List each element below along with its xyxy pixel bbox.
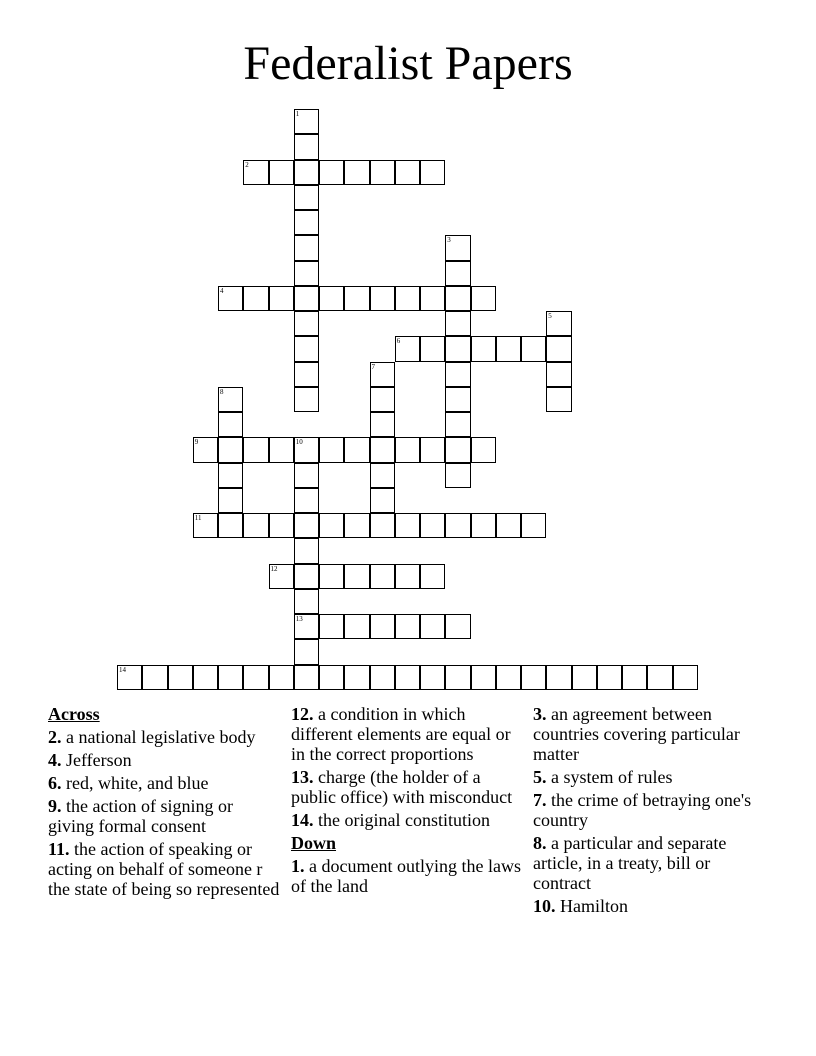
grid-cell[interactable] <box>218 286 243 311</box>
grid-cell[interactable] <box>395 336 420 361</box>
clue-column-3 <box>533 704 765 919</box>
grid-cell[interactable] <box>370 412 395 437</box>
grid-cell[interactable] <box>370 513 395 538</box>
grid-cell[interactable] <box>294 564 319 589</box>
down-clue-3 <box>533 704 765 764</box>
grid-cell[interactable] <box>445 513 470 538</box>
across-heading: Across <box>48 704 100 724</box>
clue-number: 8. <box>533 833 547 853</box>
grid-cell[interactable] <box>521 665 546 690</box>
grid-cell[interactable] <box>243 437 268 462</box>
grid-cell[interactable] <box>597 665 622 690</box>
clue-column-2 <box>291 704 523 899</box>
grid-cell[interactable] <box>521 336 546 361</box>
clue-number: 12. <box>291 704 314 724</box>
grid-cell[interactable] <box>496 665 521 690</box>
grid-cell[interactable] <box>319 286 344 311</box>
grid-cell[interactable] <box>344 513 369 538</box>
grid-cell[interactable] <box>471 286 496 311</box>
grid-cell[interactable] <box>294 639 319 664</box>
grid-cell[interactable] <box>420 336 445 361</box>
grid-cell[interactable] <box>218 488 243 513</box>
grid-cell[interactable] <box>344 665 369 690</box>
grid-cell[interactable] <box>218 387 243 412</box>
across-clue-11 <box>48 839 280 899</box>
clue-text: Jefferson <box>66 750 132 770</box>
down-heading: Down <box>291 833 337 853</box>
grid-cell[interactable] <box>572 665 597 690</box>
down-clue-1 <box>291 856 523 896</box>
grid-cell[interactable] <box>420 513 445 538</box>
grid-cell[interactable] <box>243 160 268 185</box>
cell-number: 5 <box>548 312 552 320</box>
grid-cell[interactable] <box>496 336 521 361</box>
grid-cell[interactable] <box>445 261 470 286</box>
grid-cell[interactable] <box>319 614 344 639</box>
clue-text: a document outlying the laws of the land <box>291 856 521 896</box>
across-clue-14 <box>291 810 523 830</box>
grid-cell[interactable] <box>344 160 369 185</box>
grid-cell[interactable] <box>546 311 571 336</box>
clue-number: 13. <box>291 767 314 787</box>
grid-cell[interactable] <box>193 665 218 690</box>
grid-cell[interactable] <box>395 614 420 639</box>
cell-number: 12 <box>270 564 278 573</box>
clue-number: 4. <box>48 750 62 770</box>
grid-cell[interactable] <box>395 564 420 589</box>
grid-cell[interactable] <box>445 614 470 639</box>
grid-cell[interactable] <box>294 513 319 538</box>
clue-text: the original constitution <box>318 810 490 830</box>
cell-number: 9 <box>194 438 199 447</box>
clue-text: a particular and separate article, in a treaty, bill or contract <box>533 833 727 893</box>
clue-text: red, white, and blue <box>66 773 209 793</box>
down-clue-8 <box>533 833 765 893</box>
down-clue-7 <box>533 790 765 830</box>
grid-cell[interactable] <box>294 463 319 488</box>
grid-cell[interactable] <box>647 665 672 690</box>
clue-column-1 <box>48 704 280 902</box>
clue-number: 10. <box>533 896 556 916</box>
grid-cell[interactable] <box>471 336 496 361</box>
grid-cell[interactable] <box>344 614 369 639</box>
grid-cell[interactable] <box>370 387 395 412</box>
grid-cell[interactable] <box>445 336 470 361</box>
grid-cell[interactable] <box>294 109 319 134</box>
grid-cell[interactable] <box>395 286 420 311</box>
cell-number: 2 <box>245 160 249 169</box>
grid-cell[interactable] <box>294 362 319 387</box>
grid-cell[interactable] <box>471 665 496 690</box>
grid-cell[interactable] <box>445 387 470 412</box>
grid-cell[interactable] <box>168 665 193 690</box>
grid-cell[interactable] <box>445 412 470 437</box>
grid-cell[interactable] <box>294 336 319 361</box>
clue-text: the action of signing or giving formal consent <box>48 796 233 836</box>
grid-cell[interactable] <box>243 286 268 311</box>
grid-cell[interactable] <box>319 564 344 589</box>
grid-cell[interactable] <box>370 614 395 639</box>
grid-cell[interactable] <box>218 437 243 462</box>
grid-cell[interactable] <box>294 261 319 286</box>
grid-cell[interactable] <box>117 665 142 690</box>
grid-cell[interactable] <box>445 437 470 462</box>
grid-cell[interactable] <box>445 311 470 336</box>
grid-cell[interactable] <box>294 286 319 311</box>
grid-cell[interactable] <box>395 665 420 690</box>
grid-cell[interactable] <box>546 362 571 387</box>
grid-cell[interactable] <box>218 513 243 538</box>
grid-cell[interactable] <box>294 538 319 563</box>
clue-number: 6. <box>48 773 62 793</box>
grid-cell[interactable] <box>319 513 344 538</box>
grid-cell[interactable] <box>243 665 268 690</box>
across-clue-2 <box>48 727 280 747</box>
grid-cell[interactable] <box>521 513 546 538</box>
grid-cell[interactable] <box>193 513 218 538</box>
grid-cell[interactable] <box>269 564 294 589</box>
grid-cell[interactable] <box>269 286 294 311</box>
grid-cell[interactable] <box>395 437 420 462</box>
cell-number: 7 <box>371 362 375 371</box>
grid-cell[interactable] <box>294 589 319 614</box>
grid-cell[interactable] <box>294 387 319 412</box>
grid-cell[interactable] <box>445 286 470 311</box>
grid-cell[interactable] <box>294 614 319 639</box>
grid-cell[interactable] <box>420 564 445 589</box>
grid-cell[interactable] <box>294 235 319 260</box>
grid-cell[interactable] <box>294 437 319 462</box>
grid-cell[interactable] <box>319 665 344 690</box>
grid-cell[interactable] <box>622 665 647 690</box>
down-clue-10 <box>533 896 765 916</box>
cell-number: 6 <box>396 337 401 346</box>
grid-cell[interactable] <box>370 463 395 488</box>
grid-cell[interactable] <box>471 437 496 462</box>
cell-number: 3 <box>447 236 451 245</box>
grid-cell[interactable] <box>370 437 395 462</box>
grid-cell[interactable] <box>395 513 420 538</box>
grid-cell[interactable] <box>546 387 571 412</box>
grid-cell[interactable] <box>218 412 243 437</box>
grid-cell[interactable] <box>294 134 319 159</box>
cell-number: 10 <box>295 438 303 447</box>
grid-cell[interactable] <box>294 210 319 235</box>
grid-cell[interactable] <box>420 665 445 690</box>
clue-text: the crime of betraying one's country <box>533 790 752 830</box>
clue-number: 2. <box>48 727 62 747</box>
grid-cell[interactable] <box>471 513 496 538</box>
cell-number: 13 <box>295 615 303 623</box>
clue-number: 5. <box>533 767 547 787</box>
grid-cell[interactable] <box>269 665 294 690</box>
grid-cell[interactable] <box>445 235 470 260</box>
across-clue-13 <box>291 767 523 807</box>
clue-text: a condition in which different elements are equal or in the correct proportions <box>291 704 511 764</box>
clue-number: 3. <box>533 704 547 724</box>
across-clue-4 <box>48 750 280 770</box>
clue-text: an agreement between countries covering particular matter <box>533 704 740 764</box>
clue-text: a national legislative body <box>66 727 256 747</box>
grid-cell[interactable] <box>370 160 395 185</box>
cell-number: 11 <box>194 514 202 522</box>
grid-cell[interactable] <box>142 665 167 690</box>
grid-cell[interactable] <box>445 665 470 690</box>
grid-cell[interactable] <box>319 160 344 185</box>
clue-text: charge (the holder of a public office) with misconduct <box>291 767 513 807</box>
grid-cell[interactable] <box>344 437 369 462</box>
grid-cell[interactable] <box>269 513 294 538</box>
across-clue-9 <box>48 796 280 836</box>
cell-number: 14 <box>119 665 126 674</box>
grid-cell[interactable] <box>243 513 268 538</box>
grid-cell[interactable] <box>319 437 344 462</box>
grid-cell[interactable] <box>218 463 243 488</box>
grid-cell[interactable] <box>445 362 470 387</box>
grid-cell[interactable] <box>395 160 420 185</box>
grid-cell[interactable] <box>269 160 294 185</box>
grid-cell[interactable] <box>370 286 395 311</box>
grid-cell[interactable] <box>294 160 319 185</box>
grid-cell[interactable] <box>420 160 445 185</box>
clue-number: 1. <box>291 856 305 876</box>
grid-cell[interactable] <box>420 614 445 639</box>
down-clue-5 <box>533 767 765 787</box>
across-clue-12 <box>291 704 523 764</box>
grid-cell[interactable] <box>294 185 319 210</box>
grid-cell[interactable] <box>546 336 571 361</box>
grid-cell[interactable] <box>193 437 218 462</box>
grid-cell[interactable] <box>294 311 319 336</box>
clue-text: a system of rules <box>551 767 673 787</box>
grid-cell[interactable] <box>673 665 698 690</box>
cell-number: 4 <box>220 286 224 295</box>
cell-number: 1 <box>295 110 300 118</box>
grid-cell[interactable] <box>294 488 319 513</box>
grid-cell[interactable] <box>370 564 395 589</box>
grid-cell[interactable] <box>546 665 571 690</box>
clue-number: 9. <box>48 796 62 816</box>
clue-text: the action of speaking or acting on behalf of someone r the state of being so represented <box>48 839 280 899</box>
grid-cell[interactable] <box>370 362 395 387</box>
grid-cell[interactable] <box>496 513 521 538</box>
clue-number: 11. <box>48 839 70 859</box>
clue-number: 14. <box>291 810 314 830</box>
grid-cell[interactable] <box>269 437 294 462</box>
puzzle-title: Federalist Papers <box>243 37 573 90</box>
cell-number: 8 <box>220 387 224 396</box>
grid-cell[interactable] <box>420 286 445 311</box>
grid-cell[interactable] <box>370 665 395 690</box>
across-clue-6 <box>48 773 280 793</box>
grid-cell[interactable] <box>344 564 369 589</box>
grid-cell[interactable] <box>294 665 319 690</box>
grid-cell[interactable] <box>445 463 470 488</box>
clue-text: Hamilton <box>560 896 628 916</box>
grid-cell[interactable] <box>420 437 445 462</box>
clue-number: 7. <box>533 790 547 810</box>
grid-cell[interactable] <box>218 665 243 690</box>
grid-cell[interactable] <box>370 488 395 513</box>
grid-cell[interactable] <box>344 286 369 311</box>
